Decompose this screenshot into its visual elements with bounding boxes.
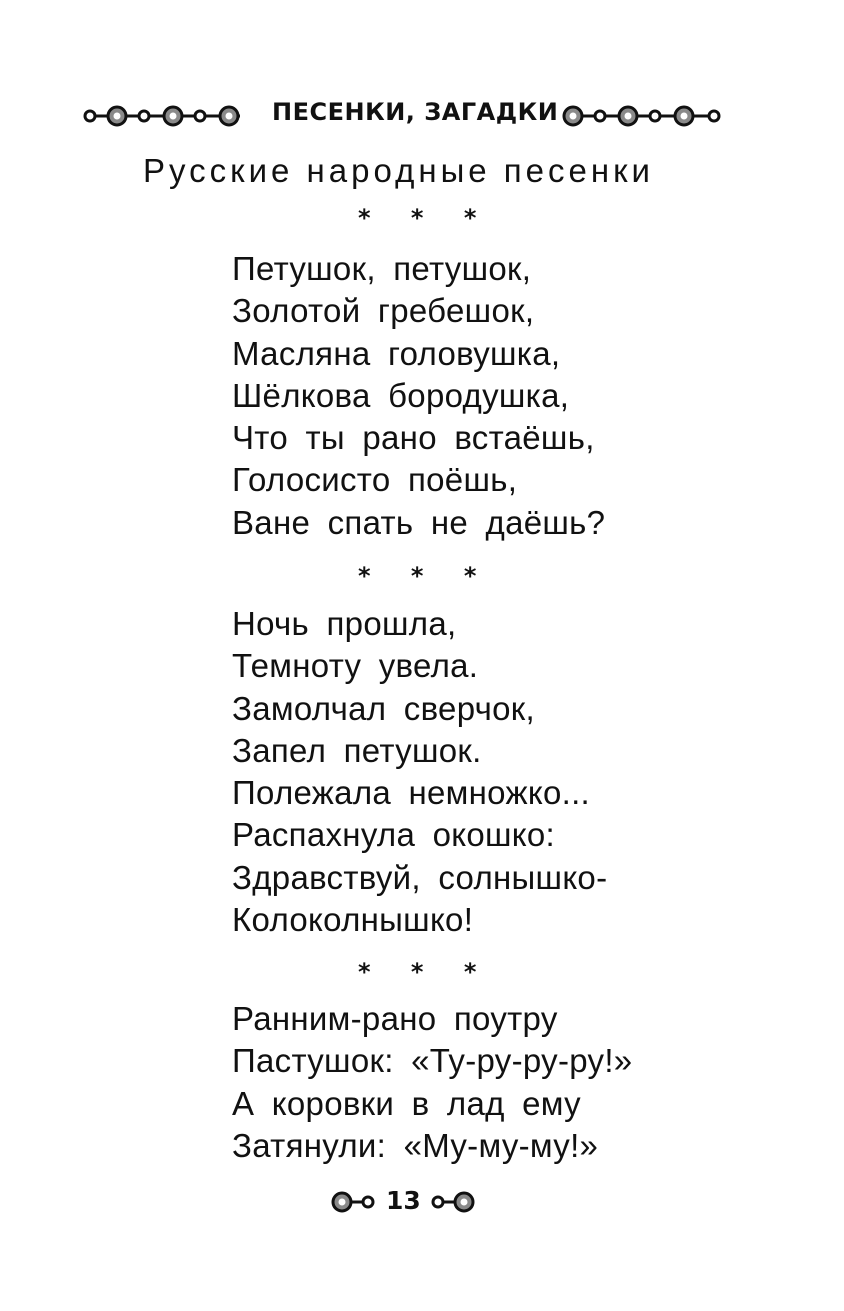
stanza-separator: * * * — [358, 204, 493, 232]
poem-line: Пастушок: «Ту-ру-ру-ру!» — [232, 1042, 633, 1080]
poem-line: Затянули: «Му-му-му!» — [232, 1126, 599, 1164]
poem-line: Петушок, петушок, — [232, 250, 532, 287]
poem-line: Золотой гребешок, — [232, 292, 535, 330]
chain-ornament-left-icon — [82, 104, 242, 128]
chain-ornament-right-icon — [560, 104, 724, 128]
stanza-separator: * * * — [358, 958, 493, 986]
page-footer — [0, 1182, 844, 1222]
poem-line: Ранним-рано поутру — [232, 1000, 558, 1037]
poem-3 — [232, 998, 792, 1167]
chain-ornament-footer-left-icon — [330, 1190, 376, 1214]
page-header — [0, 96, 844, 136]
chain-ornament-footer-right-icon — [430, 1190, 476, 1214]
stanza-separator: * * * — [358, 562, 493, 590]
poem-line: Масляна головушка, — [232, 334, 561, 372]
poem-line: Полежала немножко... — [232, 774, 591, 812]
poem-line: Ване спать не даёшь? — [232, 503, 606, 541]
poem-line: Замолчал сверчок, — [232, 689, 535, 727]
poem-line: Что ты рано встаёшь, — [232, 419, 595, 457]
poem-line: Шёлкова бородушка, — [232, 376, 570, 414]
poem-line: Темноту увела. — [232, 647, 479, 685]
poem-line: Ночь прошла, — [232, 605, 457, 642]
section-title: Русские народные песенки — [143, 152, 654, 189]
poem-line: Здравствуй, солнышко- — [232, 858, 608, 896]
poem-2 — [232, 603, 792, 941]
page-number: 13 — [386, 1186, 421, 1215]
poem-line: Распахнула окошко: — [232, 816, 555, 854]
poem-line: А коровки в лад ему — [232, 1084, 581, 1122]
poem-line: Голосисто поёшь, — [232, 461, 518, 499]
poem-line: Запел петушок. — [232, 731, 482, 769]
poem-1 — [232, 248, 792, 544]
running-header-title: ПЕСЕНКИ, ЗАГАДКИ — [272, 98, 559, 126]
poem-line: Колоколнышко! — [232, 901, 474, 939]
